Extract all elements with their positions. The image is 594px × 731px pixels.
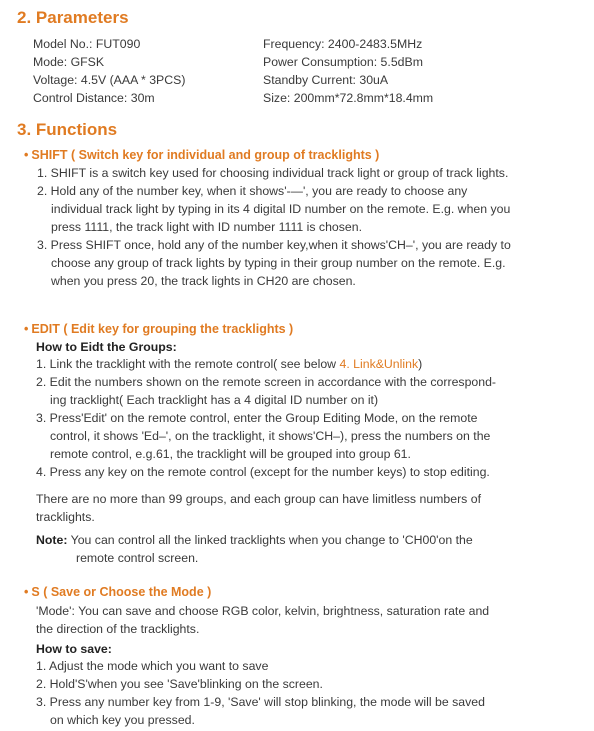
param-frequency: Frequency: 2400-2483.5MHz (263, 37, 423, 51)
edit-line-1-post: ) (418, 357, 423, 371)
save-line-1: 1. Adjust the mode which you want to save (36, 659, 269, 673)
edit-title-text: EDIT ( Edit key for grouping the tracklights ) (31, 322, 294, 336)
edit-line-1 (36, 355, 422, 373)
functions-heading: 3. Functions (17, 120, 118, 139)
edit-line-5: control, it shows 'Ed–', on the tracklight, it shows'CH–), press the numbers on the (50, 429, 491, 443)
shift-line-4: press 1111, the track light with ID number 1111 is chosen. (51, 220, 362, 234)
save-title-text: S ( Save or Choose the Mode ) (31, 585, 212, 599)
edit-line-2: 2. Edit the numbers shown on the remote screen in accordance with the correspond- (36, 375, 497, 389)
save-line-2: 2. Hold'S'when you see 'Save'blinking on the screen. (36, 677, 323, 691)
note-line-2: remote control screen. (76, 551, 199, 565)
shift-line-7: when you press 20, the track lights in CH20 are chosen. (51, 274, 356, 288)
param-size: Size: 200mm*72.8mm*18.4mm (263, 91, 434, 105)
save-line-3: 3. Press any number key from 1-9, 'Save' will stop blinking, the mode will be saved (36, 695, 485, 709)
link-unlink-reference: 4. Link&Unlink (339, 357, 419, 371)
shift-line-3: individual track light by typing in its 4 digital ID number on the remote. E.g. when you (51, 202, 511, 216)
edit-line-4: 3. Press'Edit' on the remote control, enter the Group Editing Mode, on the remote (36, 411, 478, 425)
edit-line-1-pre: 1. Link the tracklight with the remote control( see below (36, 357, 340, 371)
note-text: You can control all the linked tracklights when you change to 'CH00'on the (70, 533, 473, 547)
note-label: Note: (36, 533, 68, 547)
edit-line-7: 4. Press any key on the remote control (except for the number keys) to stop editing. (36, 465, 490, 479)
shift-line-5: 3. Press SHIFT once, hold any of the number key,when it shows'CH–', you are ready to (37, 238, 511, 252)
edit-line-3: ing tracklight( Each tracklight has a 4 digital ID number on it) (50, 393, 379, 407)
param-model: Model No.: FUT090 (33, 37, 141, 51)
save-mode-line-1: 'Mode': You can save and choose RGB color, kelvin, brightness, saturation rate and (36, 604, 490, 618)
shift-title-text: SHIFT ( Switch key for individual and group of tracklights ) (31, 148, 380, 162)
shift-line-6: choose any group of track lights by typing in their group number on the remote. E.g. (51, 256, 506, 270)
bullet-icon: • (24, 585, 29, 599)
bullet-icon: • (24, 322, 29, 336)
bullet-icon: • (24, 148, 29, 162)
param-standby: Standby Current: 30uA (263, 73, 389, 87)
shift-title (24, 148, 379, 162)
save-title (24, 585, 211, 599)
edit-line-6: remote control, e.g.61, the tracklight will be grouped into group 61. (50, 447, 411, 461)
groups-text-1: There are no more than 99 groups, and each group can have limitless numbers of (36, 492, 481, 506)
save-mode-line-2: the direction of the tracklights. (36, 622, 200, 636)
param-distance: Control Distance: 30m (33, 91, 155, 105)
shift-line-2: 2. Hold any of the number key, when it shows'-—', you are ready to choose any (37, 184, 468, 198)
param-power: Power Consumption: 5.5dBm (263, 55, 423, 69)
groups-text-2: tracklights. (36, 510, 95, 524)
edit-title (24, 322, 293, 336)
save-howto: How to save: (36, 642, 112, 656)
edit-howto: How to Eidt the Groups: (36, 340, 177, 354)
parameters-heading: 2. Parameters (17, 8, 129, 27)
param-voltage: Voltage: 4.5V (AAA * 3PCS) (33, 73, 186, 87)
param-mode: Mode: GFSK (33, 55, 105, 69)
shift-line-1: 1. SHIFT is a switch key used for choosing individual track light or group of track lights. (37, 166, 509, 180)
note-line-1 (36, 531, 473, 549)
save-line-4: on which key you pressed. (50, 713, 195, 727)
